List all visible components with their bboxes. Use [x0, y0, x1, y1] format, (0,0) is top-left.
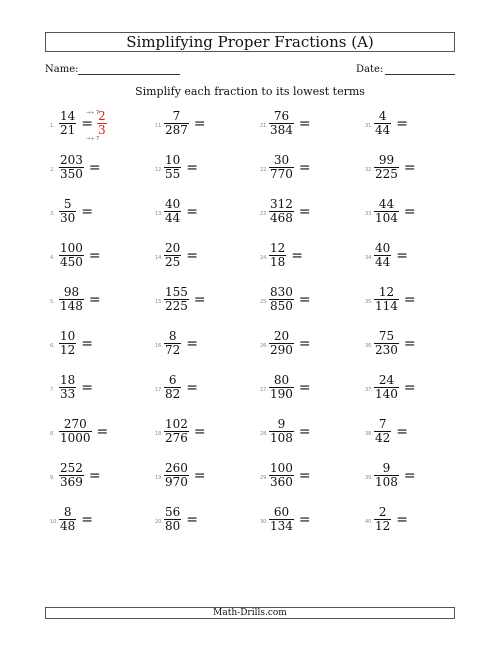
problem-item: [40, 414, 145, 458]
numerator: 5: [63, 197, 72, 211]
problem-expression: [374, 374, 416, 401]
equals-sign: =: [298, 291, 311, 308]
fraction: [374, 110, 391, 137]
numerator: 20: [273, 329, 290, 343]
problem-number: 8.: [50, 431, 55, 437]
fraction: [164, 506, 181, 533]
numerator: 20: [165, 241, 181, 255]
denominator: 21: [60, 123, 76, 137]
problem-expression: [59, 330, 93, 357]
worksheet-title: Simplifying Proper Fractions (A): [126, 33, 374, 51]
equals-sign: =: [403, 291, 416, 308]
problem-number: 31.: [365, 123, 373, 129]
denominator: 287: [165, 123, 188, 137]
problem-item: [250, 194, 355, 238]
equals-sign: =: [88, 291, 101, 308]
problem-number: 18.: [155, 431, 163, 437]
problem-item: [145, 458, 250, 502]
numerator: 24: [378, 373, 395, 387]
problem-number: 33.: [365, 211, 373, 217]
denominator: 134: [270, 519, 293, 533]
problem-number: 30.: [260, 519, 268, 525]
equals-sign: =: [186, 379, 199, 396]
problem-item: [250, 106, 355, 150]
instructions: Simplify each fraction to its lowest terms: [135, 85, 365, 98]
numerator: 18: [60, 373, 76, 387]
denominator: 48: [60, 519, 76, 533]
denominator: 468: [270, 211, 293, 225]
denominator: 360: [270, 475, 293, 489]
numerator: 203: [60, 153, 83, 167]
date-field[interactable]: [385, 62, 455, 75]
equals-sign: =: [193, 423, 206, 440]
fraction: [269, 462, 294, 489]
problem-item: [250, 414, 355, 458]
fraction: [164, 110, 189, 137]
problem-expression: [374, 462, 416, 489]
denominator: 970: [165, 475, 188, 489]
problem-number: 36.: [365, 343, 373, 349]
problem-number: 35.: [365, 299, 373, 305]
denominator: 44: [165, 211, 181, 225]
problem-number: 16.: [155, 343, 163, 349]
fraction: [269, 242, 286, 269]
problem-item: [250, 458, 355, 502]
equals-sign: =: [81, 379, 94, 396]
equals-sign: =: [88, 247, 101, 264]
problem-item: [40, 326, 145, 370]
problem-item: [250, 370, 355, 414]
fraction: [164, 242, 181, 269]
numerator: 56: [165, 505, 181, 519]
problem-expression: [59, 374, 93, 401]
problem-expression: [269, 110, 311, 137]
problem-expression: [59, 506, 93, 533]
problem-number: 26.: [260, 343, 268, 349]
equals-sign: =: [186, 159, 199, 176]
problem-number: 39.: [365, 475, 373, 481]
problem-item: [355, 106, 460, 150]
numerator: 4: [378, 109, 387, 123]
problem-expression: [269, 418, 311, 445]
problem-expression: [164, 418, 206, 445]
denominator: 44: [375, 255, 391, 269]
problem-expression: [59, 110, 107, 137]
problem-expression: [59, 154, 101, 181]
numerator: 75: [378, 329, 395, 343]
problem-item: [355, 150, 460, 194]
problem-number: 27.: [260, 387, 268, 393]
problem-expression: [374, 198, 416, 225]
equals-sign: =: [88, 467, 101, 484]
denominator: 225: [165, 299, 188, 313]
problem-number: 15.: [155, 299, 163, 305]
denominator: 33: [60, 387, 76, 401]
numerator: 155: [165, 285, 188, 299]
problem-item: [40, 106, 145, 150]
fraction: [269, 418, 294, 445]
problem-expression: [269, 198, 311, 225]
problem-expression: [269, 374, 311, 401]
problem-item: [355, 282, 460, 326]
denominator: 140: [375, 387, 398, 401]
denominator: 104: [375, 211, 398, 225]
problem-number: 19.: [155, 475, 163, 481]
fraction: [374, 286, 399, 313]
problem-item: [355, 458, 460, 502]
problem-expression: [374, 330, 416, 357]
numerator: 44: [378, 197, 395, 211]
numerator: 60: [273, 505, 290, 519]
problem-expression: [374, 506, 408, 533]
problem-number: 34.: [365, 255, 373, 261]
problem-item: [40, 502, 145, 546]
fraction: [374, 154, 399, 181]
denominator: 770: [270, 167, 293, 181]
equals-sign: =: [193, 467, 206, 484]
denominator: 72: [165, 343, 181, 357]
fraction: [374, 330, 399, 357]
equals-sign: =: [298, 467, 311, 484]
fraction: [59, 198, 76, 225]
equals-sign: =: [298, 115, 311, 132]
numerator: 12: [378, 285, 395, 299]
numerator: 8: [63, 505, 72, 519]
equals-sign: =: [298, 379, 311, 396]
problem-item: [145, 106, 250, 150]
numerator: 9: [277, 417, 286, 431]
fraction: [59, 374, 76, 401]
problem-number: 20.: [155, 519, 163, 525]
problem-number: 13.: [155, 211, 163, 217]
equals-sign: =: [291, 247, 304, 264]
problem-number: 6.: [50, 343, 55, 349]
numerator: 270: [63, 417, 87, 431]
fraction: [164, 198, 181, 225]
numerator: 830: [270, 285, 293, 299]
problem-number: 4.: [50, 255, 55, 261]
fraction: [374, 198, 399, 225]
fraction: [374, 506, 391, 533]
problem-number: 7.: [50, 387, 55, 393]
numerator: 102: [165, 417, 188, 431]
fraction: [164, 374, 181, 401]
equals-sign: =: [396, 423, 409, 440]
denominator: 450: [60, 255, 83, 269]
numerator: 2: [378, 505, 387, 519]
denominator: 42: [375, 431, 391, 445]
fraction: [164, 286, 189, 313]
denominator: 108: [270, 431, 293, 445]
equals-sign: =: [298, 159, 311, 176]
denominator: 12: [375, 519, 391, 533]
problem-item: [145, 194, 250, 238]
problem-expression: [374, 242, 408, 269]
equals-sign: =: [298, 511, 311, 528]
equals-sign: =: [396, 115, 409, 132]
problem-expression: [164, 330, 198, 357]
equals-sign: =: [81, 203, 94, 220]
fraction: [374, 462, 399, 489]
fraction: [374, 374, 399, 401]
problem-item: [40, 458, 145, 502]
problem-item: [250, 150, 355, 194]
problem-item: [145, 238, 250, 282]
equals-sign: =: [403, 467, 416, 484]
problem-number: 1.: [50, 123, 55, 129]
denominator: 1000: [60, 431, 91, 445]
equals-sign: =: [298, 335, 311, 352]
problem-number: 25.: [260, 299, 268, 305]
numerator: 9: [382, 461, 391, 475]
denominator: 55: [165, 167, 181, 181]
problem-number: 22.: [260, 167, 268, 173]
problem-expression: [269, 286, 311, 313]
fraction: [269, 330, 294, 357]
problem-item: [355, 370, 460, 414]
numerator: 40: [375, 241, 391, 255]
problem-number: 32.: [365, 167, 373, 173]
problem-number: 12.: [155, 167, 163, 173]
problem-expression: [269, 154, 311, 181]
numerator: 100: [60, 241, 83, 255]
equals-sign: =: [193, 115, 206, 132]
name-field[interactable]: [78, 62, 180, 75]
equals-sign: =: [298, 423, 311, 440]
equals-sign: =: [403, 379, 416, 396]
fraction: [269, 154, 294, 181]
problem-number: 29.: [260, 475, 268, 481]
numerator: 30: [273, 153, 290, 167]
problem-number: 21.: [260, 123, 268, 129]
problem-grid: [40, 106, 460, 546]
problem-item: [40, 150, 145, 194]
denominator: 369: [60, 475, 83, 489]
numerator-divide-note: →÷ 7: [86, 110, 100, 116]
problem-item: [250, 502, 355, 546]
equals-sign: =: [396, 511, 409, 528]
equals-sign: =: [88, 159, 101, 176]
problem-item: [355, 414, 460, 458]
denominator: 82: [165, 387, 181, 401]
numerator: 7: [378, 417, 387, 431]
problem-number: 2.: [50, 167, 55, 173]
equals-sign: =: [396, 247, 409, 264]
denominator: 230: [375, 343, 398, 357]
equals-sign: =: [81, 511, 94, 528]
problem-item: [355, 238, 460, 282]
denominator: 350: [60, 167, 83, 181]
problem-number: 37.: [365, 387, 373, 393]
problem-item: [250, 238, 355, 282]
problem-expression: [164, 154, 198, 181]
numerator: 12: [270, 241, 286, 255]
problem-expression: [164, 110, 206, 137]
fraction: [269, 110, 294, 137]
denominator-divide-note: →÷ 7: [86, 136, 100, 142]
equals-sign: =: [186, 511, 199, 528]
problem-expression: [374, 286, 416, 313]
problem-number: 3.: [50, 211, 55, 217]
problem-item: [250, 282, 355, 326]
problem-expression: [164, 462, 206, 489]
problem-item: [145, 150, 250, 194]
problem-expression: [269, 242, 303, 269]
problem-item: [355, 502, 460, 546]
denominator: 225: [375, 167, 398, 181]
numerator: 14: [60, 109, 76, 123]
problem-number: 5.: [50, 299, 55, 305]
problem-expression: [164, 242, 198, 269]
fraction: [269, 198, 294, 225]
denominator: 190: [270, 387, 293, 401]
denominator: 276: [165, 431, 188, 445]
numerator: 10: [60, 329, 76, 343]
equals-sign: =: [81, 115, 94, 132]
denominator: 108: [375, 475, 398, 489]
problem-number: 14.: [155, 255, 163, 261]
answer-denominator: 3: [98, 123, 106, 137]
numerator: 80: [273, 373, 290, 387]
problem-expression: [269, 462, 311, 489]
problem-expression: [164, 286, 206, 313]
problem-item: [355, 326, 460, 370]
denominator: 12: [60, 343, 76, 357]
problem-expression: [374, 154, 416, 181]
equals-sign: =: [193, 291, 206, 308]
fraction: [269, 374, 294, 401]
numerator: 100: [270, 461, 293, 475]
fraction: [59, 154, 84, 181]
equals-sign: =: [186, 203, 199, 220]
equals-sign: =: [403, 203, 416, 220]
problem-expression: [164, 374, 198, 401]
name-label: Name:: [45, 64, 79, 75]
fraction: [164, 418, 189, 445]
problem-item: [40, 194, 145, 238]
numerator: 76: [273, 109, 290, 123]
problem-item: [145, 326, 250, 370]
problem-item: [145, 502, 250, 546]
footer-box: [45, 607, 455, 619]
fraction: [269, 506, 294, 533]
numerator: 252: [60, 461, 83, 475]
problem-expression: [164, 506, 198, 533]
problem-item: [145, 414, 250, 458]
fraction: [59, 462, 84, 489]
equals-sign: =: [186, 247, 199, 264]
problem-expression: [59, 462, 101, 489]
numerator: 6: [168, 373, 177, 387]
problem-number: 40.: [365, 519, 373, 525]
equals-sign: =: [298, 203, 311, 220]
problem-expression: [59, 286, 101, 313]
equals-sign: =: [96, 423, 109, 440]
problem-expression: [374, 110, 408, 137]
numerator: 8: [168, 329, 177, 343]
fraction: [59, 418, 92, 445]
equals-sign: =: [403, 159, 416, 176]
problem-expression: [59, 418, 108, 445]
numerator: 40: [165, 197, 181, 211]
denominator: 384: [270, 123, 293, 137]
fraction: [374, 242, 391, 269]
denominator: 25: [165, 255, 181, 269]
fraction: [164, 330, 181, 357]
date-label: Date:: [356, 64, 384, 75]
problem-item: [40, 282, 145, 326]
numerator: 7: [172, 109, 181, 123]
denominator: 290: [270, 343, 293, 357]
problem-expression: [59, 198, 93, 225]
problem-number: 9.: [50, 475, 55, 481]
problem-expression: [269, 506, 311, 533]
answer-numerator: 2: [98, 109, 106, 123]
fraction: [164, 154, 181, 181]
fraction: [59, 110, 76, 137]
problem-expression: [164, 198, 198, 225]
problem-item: [250, 326, 355, 370]
equals-sign: =: [186, 335, 199, 352]
problem-number: 10.: [50, 519, 58, 525]
fraction: [59, 242, 84, 269]
worksheet-title-box: [45, 32, 455, 52]
problem-item: [145, 370, 250, 414]
equals-sign: =: [81, 335, 94, 352]
denominator: 114: [375, 299, 398, 313]
fraction: [59, 506, 76, 533]
problem-number: 17.: [155, 387, 163, 393]
problem-expression: [269, 330, 311, 357]
problem-item: [40, 238, 145, 282]
problem-number: 28.: [260, 431, 268, 437]
problem-item: [40, 370, 145, 414]
numerator: 10: [165, 153, 181, 167]
denominator: 850: [270, 299, 293, 313]
numerator: 260: [165, 461, 188, 475]
numerator: 312: [270, 197, 293, 211]
problem-item: [355, 194, 460, 238]
fraction: [59, 286, 84, 313]
numerator: 98: [63, 285, 80, 299]
footer-text: Math-Drills.com: [213, 608, 287, 618]
problem-number: 24.: [260, 255, 268, 261]
denominator: 80: [165, 519, 181, 533]
fraction: [164, 462, 189, 489]
problem-number: 11.: [155, 123, 163, 129]
problem-number: 23.: [260, 211, 268, 217]
fraction: [374, 418, 391, 445]
denominator: 30: [60, 211, 76, 225]
denominator: 18: [270, 255, 286, 269]
fraction: [269, 286, 294, 313]
fraction: [59, 330, 76, 357]
denominator: 148: [60, 299, 83, 313]
equals-sign: =: [403, 335, 416, 352]
numerator: 99: [378, 153, 395, 167]
problem-expression: [59, 242, 101, 269]
problem-number: 38.: [365, 431, 373, 437]
denominator: 44: [375, 123, 391, 137]
problem-item: [145, 282, 250, 326]
problem-expression: [374, 418, 408, 445]
